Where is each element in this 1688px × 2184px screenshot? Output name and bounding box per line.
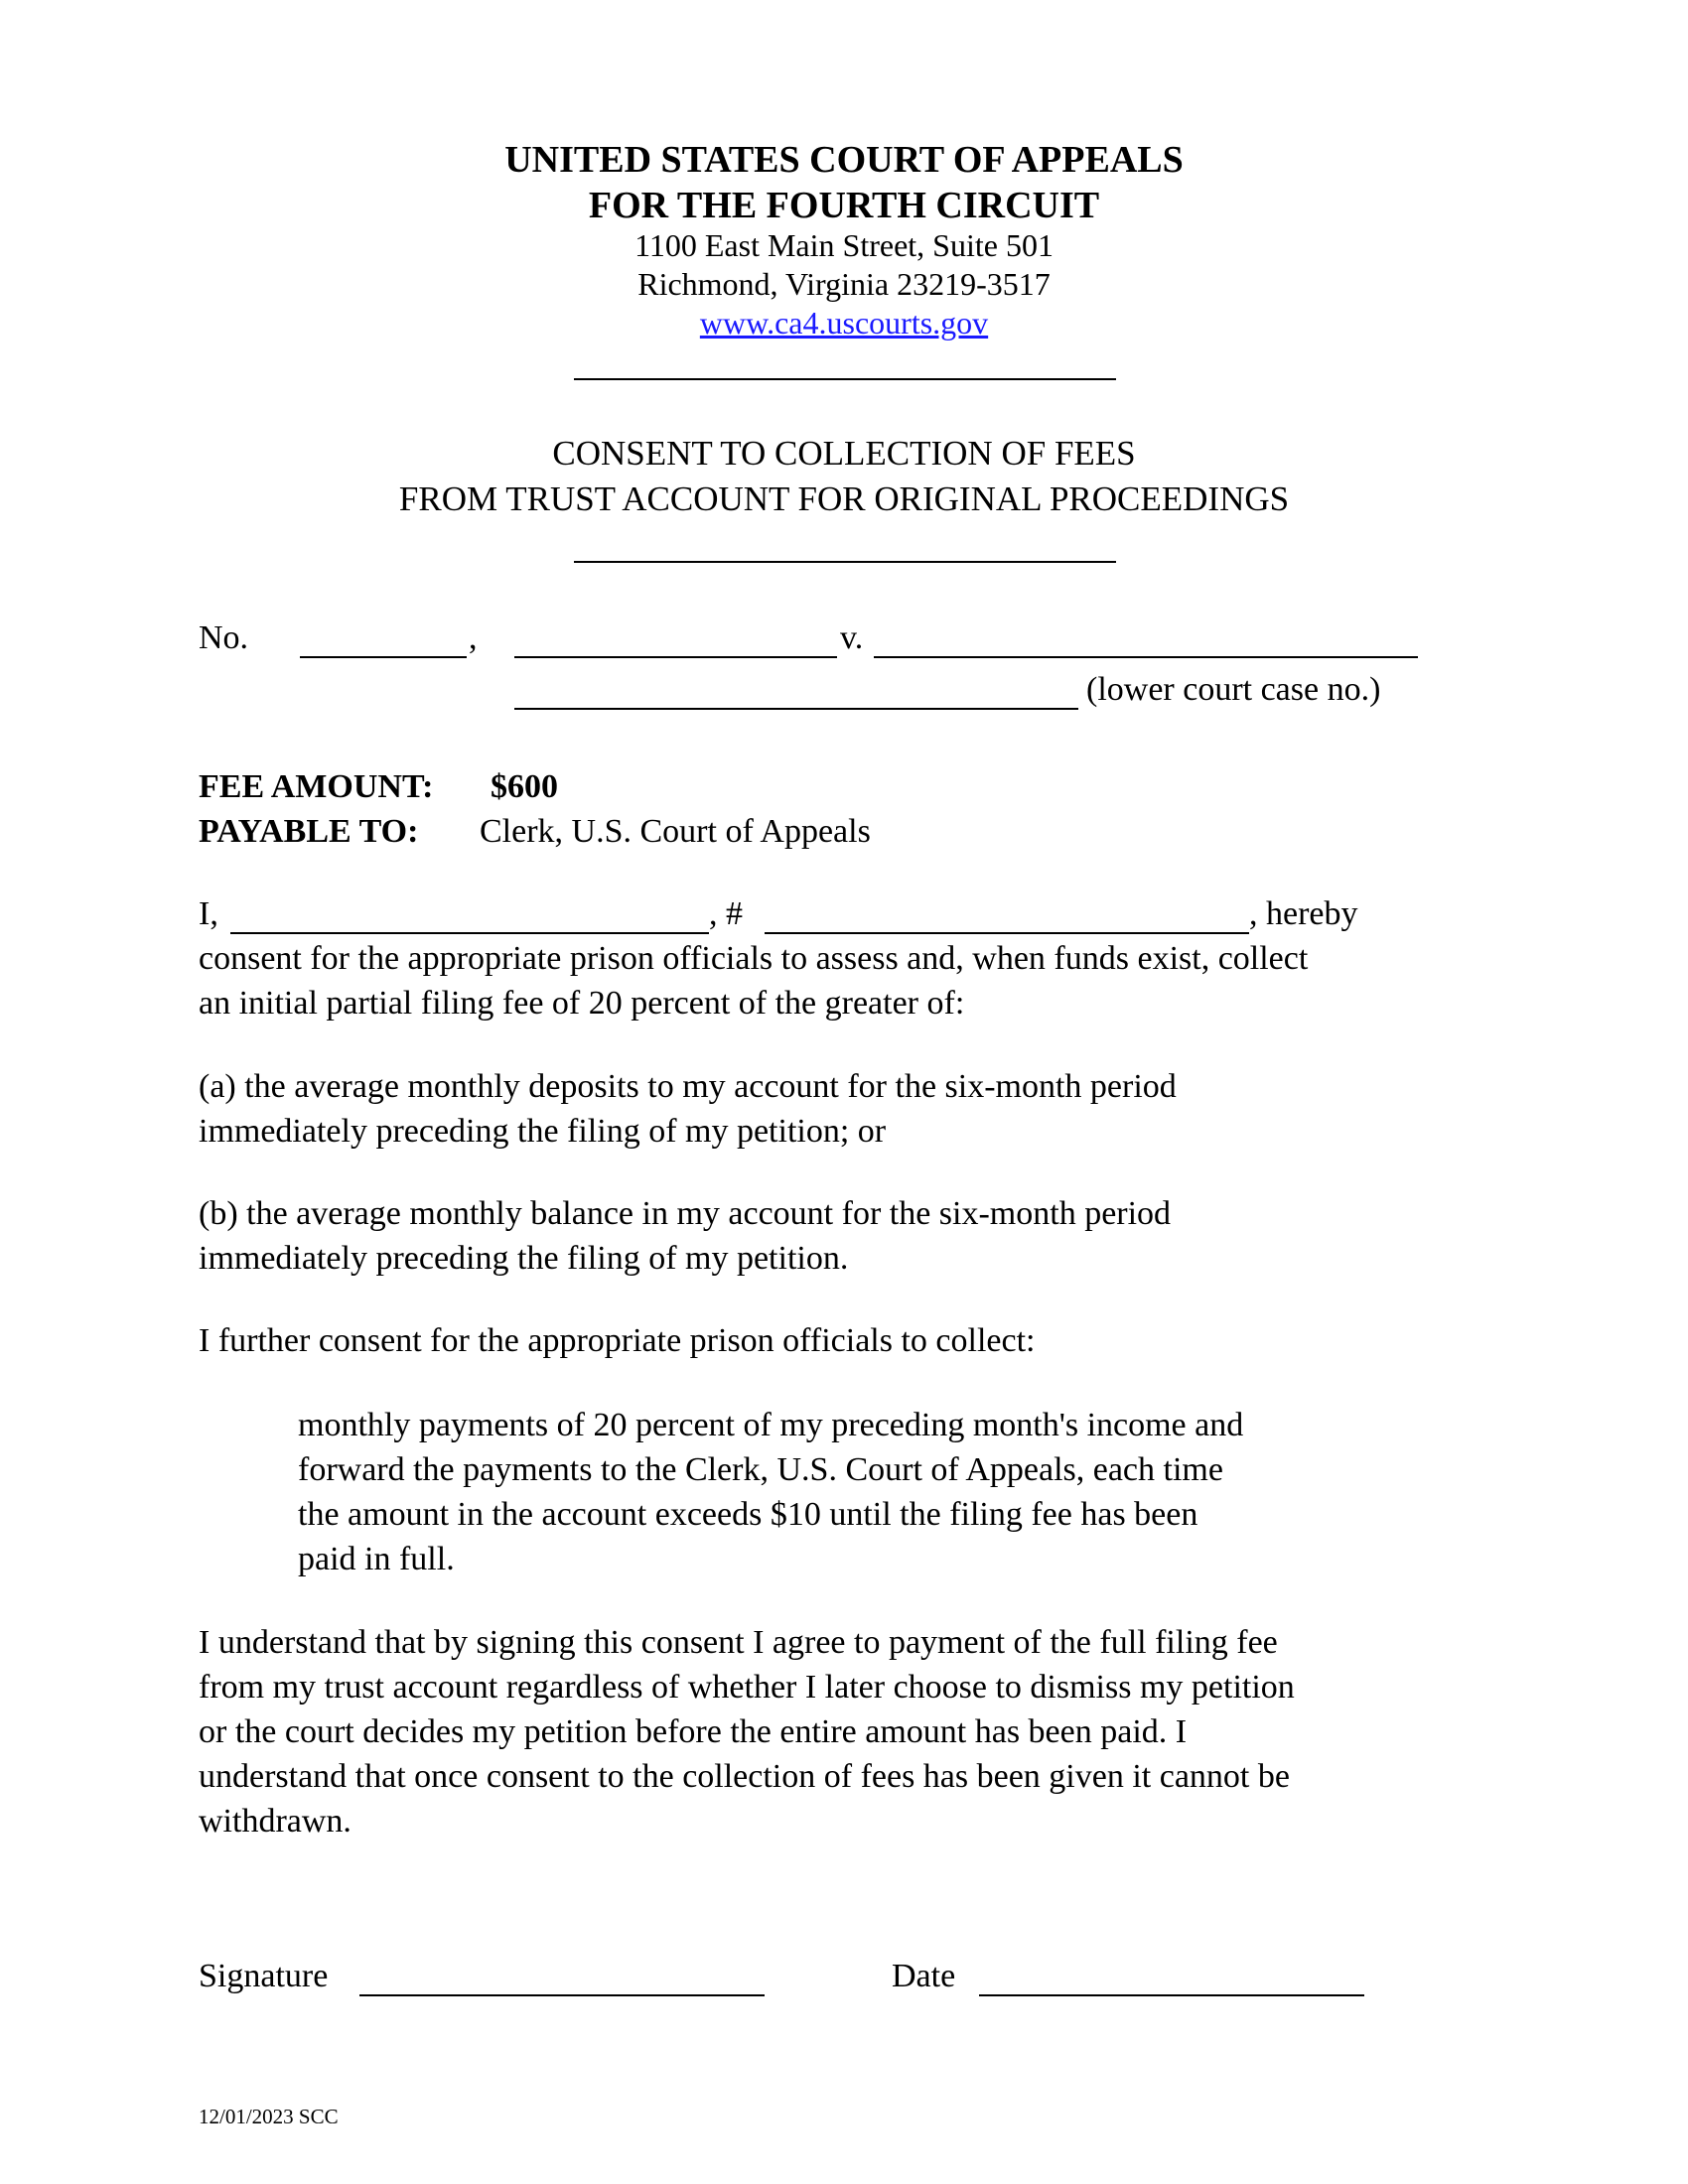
further-consent: I further consent for the appropriate prison officials to collect: [199,1322,1036,1359]
option-a-line2: immediately preceding the filing of my petition; or [199,1113,887,1150]
monthly-payments-line4: paid in full. [298,1541,455,1577]
lower-court-case-label: (lower court case no.) [1086,671,1381,708]
signature-blank [359,1994,765,1996]
lower-court-case-field[interactable] [514,667,1078,707]
inmate-number-field[interactable] [765,891,1249,931]
form-title-line1: CONSENT TO COLLECTION OF FEES [552,434,1136,473]
monthly-payments-line2: forward the payments to the Clerk, U.S. Court of Appeals, each time [298,1451,1223,1488]
understand-line2: from my trust account regardless of whether I later choose to dismiss my petition [199,1669,1295,1706]
lower-court-case-blank [514,708,1078,710]
fee-amount-value: $600 [491,768,558,805]
monthly-payments-line1: monthly payments of 20 percent of my preceding month's income and [298,1407,1244,1443]
case-comma: , [469,619,478,656]
inmate-number-label: , # [709,895,743,932]
option-b-line2: immediately preceding the filing of my petition. [199,1240,849,1277]
signature-field[interactable] [359,1954,765,1993]
versus-label: v. [840,619,864,656]
defendant-field[interactable] [874,615,1418,655]
court-address-line1: 1100 East Main Street, Suite 501 [634,227,1054,263]
fee-amount-label: FEE AMOUNT: [199,768,434,805]
date-label: Date [892,1958,956,1994]
understand-line3: or the court decides my petition before the entire amount has been paid. I [199,1713,1188,1750]
consent-prefix: I, [199,895,218,932]
signature-label: Signature [199,1958,329,1994]
website-row [0,304,1688,342]
consent-line3: an initial partial filing fee of 20 percent of the greater of: [199,985,965,1022]
understand-line5: withdrawn. [199,1803,352,1840]
case-no-label: No. [199,619,249,656]
consent-line2: consent for the appropriate prison officials to assess and, when funds exist, collect [199,940,1309,977]
payable-to-value: Clerk, U.S. Court of Appeals [480,813,871,850]
case-number-blank [300,656,467,658]
payable-to-label: PAYABLE TO: [199,813,419,850]
header-divider [574,378,1116,380]
inmate-name-field[interactable] [230,891,709,931]
option-b-line1: (b) the average monthly balance in my account for the six-month period [199,1195,1172,1232]
court-website-link[interactable]: www.ca4.uscourts.gov [699,305,989,341]
court-name-line2: FOR THE FOURTH CIRCUIT [588,185,1100,226]
case-number-field[interactable] [300,615,467,655]
option-a-line1: (a) the average monthly deposits to my account for the six-month period [199,1068,1177,1105]
date-field[interactable] [979,1954,1364,1993]
revision-code: 12/01/2023 SCC [199,2105,339,2128]
understand-line4: understand that once consent to the collection of fees has been given it cannot be [199,1758,1290,1795]
monthly-payments-line3: the amount in the account exceeds $10 until the filing fee has been [298,1496,1198,1533]
court-address-line2: Richmond, Virginia 23219-3517 [637,266,1051,302]
court-name-line1: UNITED STATES COURT OF APPEALS [504,139,1184,181]
plaintiff-blank [514,656,837,658]
date-blank [979,1994,1364,1996]
plaintiff-field[interactable] [514,615,837,655]
inmate-name-blank [230,932,709,934]
form-title-line2: FROM TRUST ACCOUNT FOR ORIGINAL PROCEEDINGS [398,479,1290,518]
inmate-number-blank [765,932,1249,934]
defendant-blank [874,656,1418,658]
title-divider [574,561,1116,563]
consent-suffix: , hereby [1249,895,1358,932]
understand-line1: I understand that by signing this consent I agree to payment of the full filing fee [199,1624,1278,1661]
